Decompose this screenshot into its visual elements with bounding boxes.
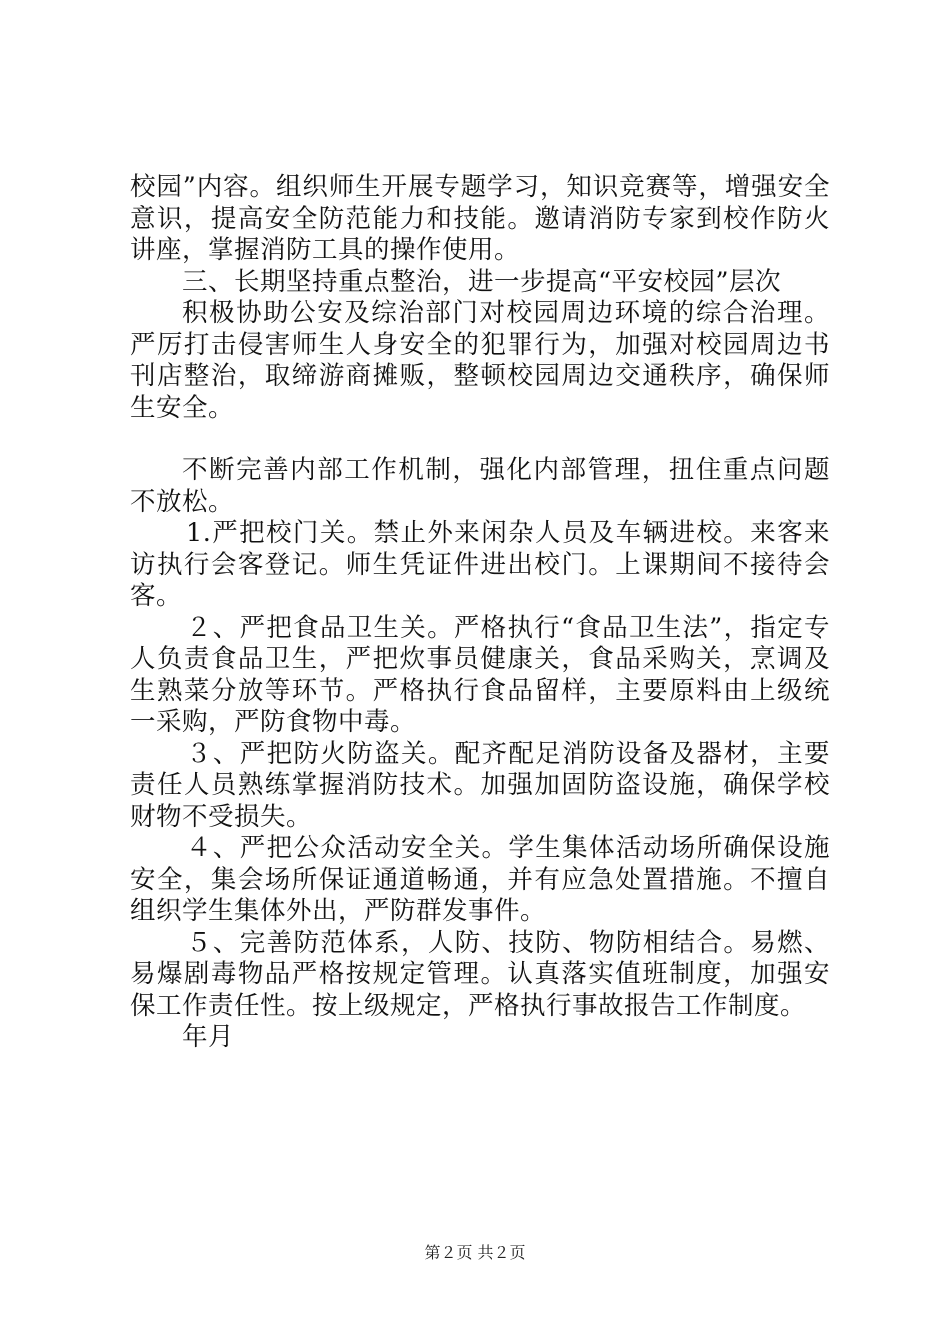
document-body [130,172,830,1054]
page-number-label: 第２页 共２页 [424,1243,526,1262]
page-footer [0,1243,950,1263]
list-item-1: 1.严把校门关。禁止外来闲杂人员及车辆进校。来客来访执行会客登记。师生凭证件进出校门。上课期间不接待会客。 [130,518,830,611]
list-item-3: ３、严把防火防盗关。配齐配足消防设备及器材，主要责任人员熟练掌握消防技术。加强加固防盗设施，确保学校财物不受损失。 [130,738,830,832]
section-heading-3: 三、长期坚持重点整治，进一步提高“平安校园”层次 [182,266,782,297]
paragraph-gap [130,424,830,455]
date-line: 年月 [182,1022,235,1052]
paragraph-environment: 积极协助公安及综治部门对校园周边环境的综合治理。严厉打击侵害师生人身安全的犯罪行为，加强对校园周边书刊店整治，取缔游商摊贩，整顿校园周边交通秩序，确保师生安全。 [130,298,830,423]
list-item-5: ５、完善防范体系，人防、技防、物防相结合。易燃、易爆剧毒物品严格按规定管理。认真落实值班制度，加强安保工作责任性。按上级规定，严格执行事故报告工作制度。 [130,927,830,1021]
paragraph-internal-mechanism: 不断完善内部工作机制，强化内部管理，扭住重点问题不放松。 [130,455,830,517]
paragraph-continuation: 校园”内容。组织师生开展专题学习，知识竞赛等，增强安全意识，提高安全防范能力和技能。邀请消防专家到校作防火讲座，掌握消防工具的操作使用。 [130,172,830,265]
list-item-2: ２、严把食品卫生关。严格执行“食品卫生法”，指定专人负责食品卫生，严把炊事员健康关，食品采购关，烹调及生熟菜分放等环节。严格执行食品留样，主要原料由上级统一采购，严防食物中毒。 [130,612,830,737]
list-item-4: ４、严把公众活动安全关。学生集体活动场所确保设施安全，集会场所保证通道畅通，并有应急处置措施。不擅自组织学生集体外出，严防群发事件。 [130,833,830,926]
